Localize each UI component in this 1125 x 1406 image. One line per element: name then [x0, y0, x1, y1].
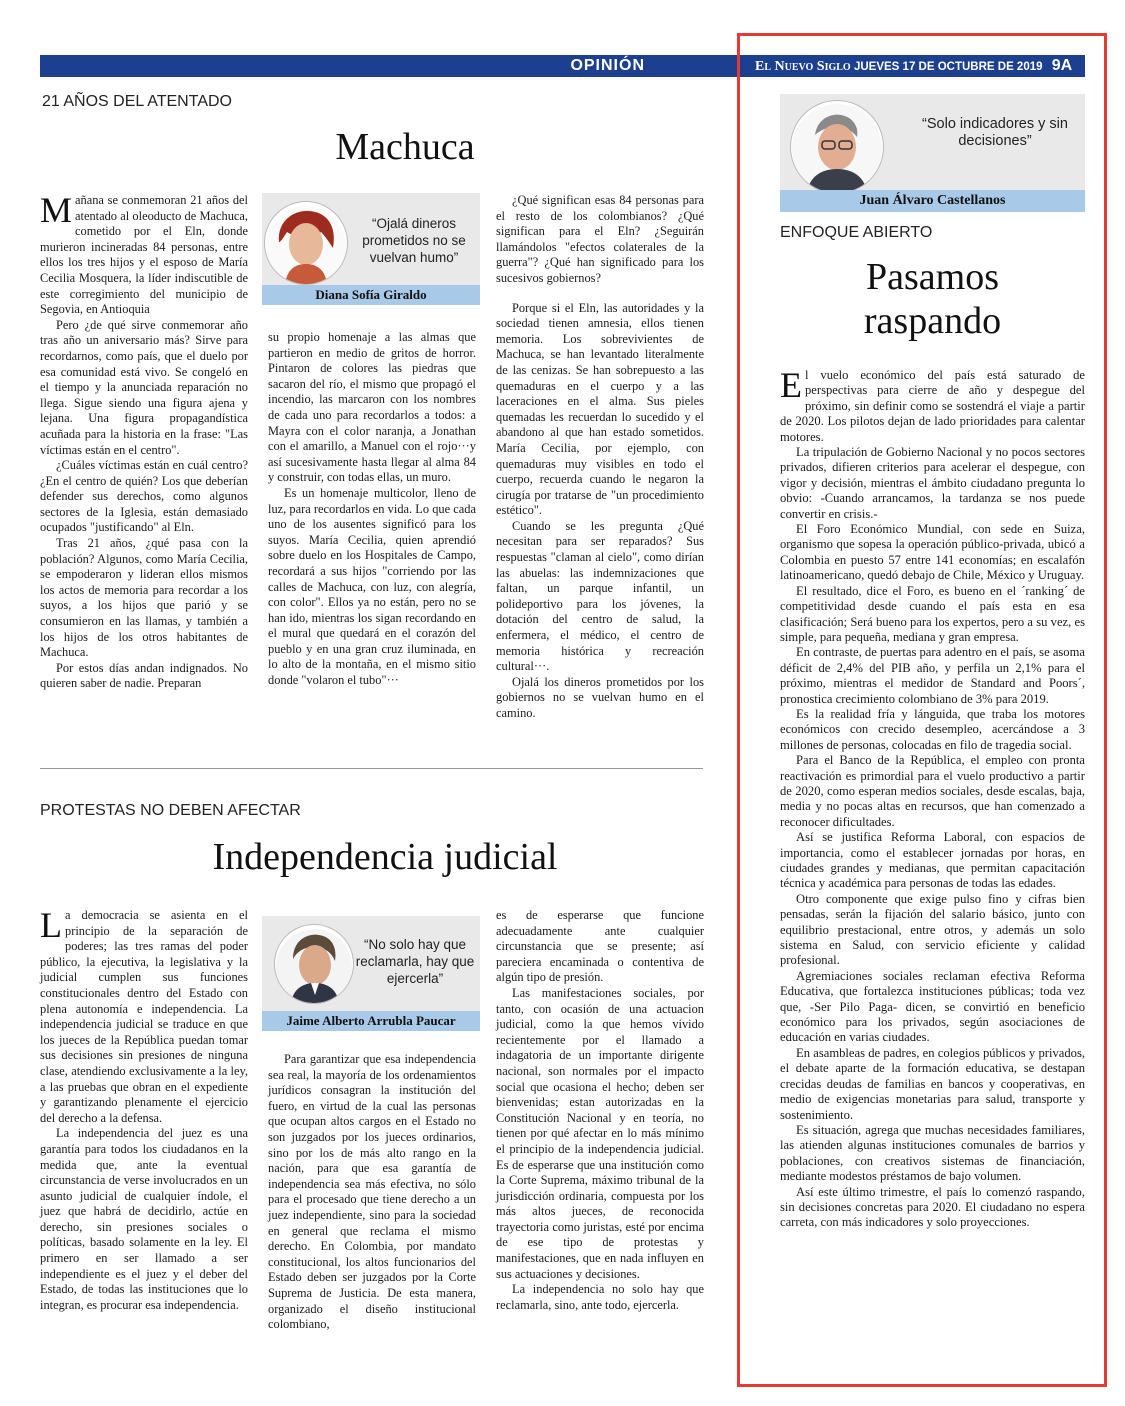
- article1-paragraph: su propio homenaje a las almas que partieron en medio de gritos de horror. Pintaron de colores las piedras que sacaron del río, el mismo que propagó el incendio, las marcaron con los nombres de cada uno para recordarlos a todos: a Mayra con el color naranja, a Jonathan con el amarillo, a Manuel con el rojo···y así sucesivamente hasta llegar al alma 84 y construir, con todas ellas, un muro.: [268, 330, 476, 485]
- article2-paragraph: La independencia del juez es una garantía para todos los ciudadanos en la medida que, ante la eventual circunstancia de verse involucrados en un asunto judicial de cualquier índole, el juez que habrá de decidirlo, actúe en derecho, sin presiones sociales o políticas, basado solamente en la ley. El primero en ser llamado a ser independiente es el juez y el deber del Estado, de todas las instituciones que lo integran, es procurar esa independencia.: [40, 1126, 248, 1312]
- article3-paragraph: Así este último trimestre, el país lo comenzó raspando, sin decisiones concretas para 2020. El ciudadano no espera carreta, con más indicadores y solo proyecciones.: [780, 1184, 1085, 1230]
- article2-column-1: [40, 905, 248, 1313]
- article1-column-2: [268, 330, 476, 689]
- article1-author: Diana Sofía Giraldo: [262, 285, 480, 305]
- article3-author: Juan Álvaro Castellanos: [780, 190, 1085, 212]
- paragraph-text: l vuelo económico del país está saturado de perspectivas para cierre de año y despegue del próximo, sin definir como se sostendrá el viaje a partir de 2020. Los pilotos dejan de lado prioridades para calentar motores.: [780, 368, 1085, 444]
- article1-paragraph: Cuando se les pregunta ¿Qué necesitan para ser reparados? Sus respuestas "claman al cielo", como dirían las abuelas: las indemnizaciones que faltan, un parque infantil, un polideportivo para los jóvenes, la dotación del centro de salud, la enfermera, el médico, el centro de memoria histórica y recreación cultural···.: [496, 518, 704, 674]
- article2-quote-box: [262, 916, 480, 1031]
- drop-cap: M: [40, 190, 73, 230]
- article2-paragraph: [40, 905, 248, 1126]
- section-label: OPINIÓN: [570, 57, 645, 74]
- article2-author: Jaime Alberto Arrubla Paucar: [262, 1011, 480, 1031]
- article2-kicker: PROTESTAS NO DEBEN AFECTAR: [40, 802, 301, 819]
- article3-paragraph: En asambleas de padres, en colegios públicos y privados, el debate aparte de la formación educativa, se destapan crecidas deudas de familias en bancos y cooperativas, en medio de exigencias monetarias para salud, transporte y sostenimiento.: [780, 1045, 1085, 1122]
- article1-paragraph: Por estos días andan indignados. No quieren saber de nadie. Preparan: [40, 660, 248, 691]
- article3-kicker: ENFOQUE ABIERTO: [780, 224, 933, 241]
- article3-paragraph: Agremiaciones sociales reclaman efectiva Reforma Educativa, que fortalezca instituciones públicas; toda vez que, -Ser Pilo Paga- dicen, se convirtió en beneficio económico para los privados, según asociaciones de educación en varias ciudades.: [780, 968, 1085, 1045]
- article1-paragraph: Pero ¿de qué sirve conmemorar año tras año un aniversario más? Sirve para recordarnos, como país, que el duelo por esa comunidad está vivo. Se congeló en el tiempo y la anunciada reparación no llega. Sigue siendo una figura ajena y lejana. Una figura propagandística acuñada para la historia en la frase: "Las víctimas están en el centro".: [40, 317, 248, 457]
- article1-paragraph: Ojalá los dineros prometidos por los gobiernos no se vuelvan humo en el camino.: [496, 674, 704, 720]
- article2-paragraph: Las manifestaciones sociales, por tanto, con ocasión de una actuacion judicial, como la que hemos vivido recientemente por el llamado a indagatoria de un importante dirigente nacional, son normales por el impacto social que ocasiona el hecho; deben ser bienvenidas; estan autorizadas en la Constitución Nacional y en teoría, no tienen por qué afectar en lo más mínimo el principio de la independencia judicial. Es de esperarse que una institución como la Corte Suprema, máximo tribunal de la jurisdicción ordinaria, compuesta por los más altos jueces, de reconocida trayectoria como juristas, esté por encima de ese tipo de protestas y manifestaciones, que en nada influyen en sus actuaciones y decisiones.: [496, 985, 704, 1281]
- article3-paragraph: Es situación, agrega que muchas necesidades familiares, las atienden algunas instituciones comunales de barrios y poblaciones, con creativos sistemas de financiación, mediante modestos préstamos de bajo volumen.: [780, 1122, 1085, 1184]
- author-portrait-icon: [275, 925, 353, 1003]
- article3-pull-quote: “Solo indicadores y sin decisiones”: [922, 116, 1068, 149]
- article2-column-3: [496, 908, 704, 1313]
- paragraph-text: a democracia se asienta en el principio de la separación de poderes; las tres ramas del poder público, la ejecutiva, la legislativa y la judicial cumplen sus funciones constitucionales dentro del Estado con plena autonomía e independencia. La independencia judicial se traduce en que los jueces de la República puedan tomar sus decisiones sin presiones de ninguna clase, atendiendo exclusivamente a la ley, a las pruebas que obran en el expediente y garantizando plenamente el ejercicio del derecho a la defensa.: [40, 908, 248, 1125]
- article3-title-line: raspando: [863, 300, 1002, 342]
- article3-paragraph: El Foro Económico Mundial, con sede en Suiza, organismo que sopesa la operación público-privada, ubicó a Colombia en puesto 57 entre 141 economías; en escalafón latinoamericano, quedó debajo de Chile, México y Uruguay.: [780, 522, 1085, 583]
- article1-paragraph: ¿Qué significan esas 84 personas para el resto de los colombianos? ¿Qué significan para el Eln? ¿Seguirán llamándolos "efectos colaterales de la guerra"? ¿Qué han significado para los sucesivos gobiernos?: [496, 193, 704, 285]
- article2-column-2: [268, 1052, 476, 1333]
- article3-paragraph: La tripulación de Gobierno Nacional y no pocos sectores privados, difieren criterios para acelerar el despegue, con vigor y decisión, mientras el ámbito ciudadano pregunta lo obvio: -Cuando arrancamos, la tardanza se nos puede convertir en crisis.-: [780, 445, 1085, 521]
- article1-paragraph: Es un homenaje multicolor, lleno de luz, para recordarlos en vida. Lo que cada uno de los ausentes significó para los suyos. María Cecilia, quien aprendió sobre duelo en los Hospitales de Campo, recordará a sus hijos "corriendo por las calles de Machuca, con luz, con alegría, con color". Ellos ya no están, pero no se han ido, mientras los sigan recordando en el mural que quedará en el corazón del pueblo y en una gran cruz iluminada, en lo alto de la montaña, en el mismo sitio donde "volaron el tubo"···: [268, 485, 476, 688]
- article1-pull-quote: “Ojalá dineros prometidos no se vuelvan humo”: [362, 216, 466, 265]
- highlight-box: [737, 33, 1107, 1387]
- author-photo: [264, 201, 348, 285]
- article3-paragraph: Es la realidad fría y lánguida, que traba los motores económicos con crecido desempleo, acercándose a 3 millones de personas, colocadas en filo de tragedia social.: [780, 706, 1085, 752]
- author-photo: [274, 924, 354, 1004]
- article1-column-3: [496, 193, 704, 722]
- article3-paragraph: El resultado, dice el Foro, es bueno en el ´ranking´ de competitividad desde cuando el país esta en esa clasificación; Será bueno para los expertos, pero a su vez, es simple, para pequeña, mediana y gran empresa.: [780, 583, 1085, 644]
- article3-paragraph: Para el Banco de la República, el empleo con pronta reactivación es primordial para el vuelo productivo a partir de 2020, como esperan medios sociales, desde escalas, baja, media y no pocas altas en recursos, que han comenzado a reconocer dificultades.: [780, 753, 1085, 829]
- article2-paragraph: La independencia no solo hay que reclamarla, sino, ante todo, ejercerla.: [496, 1282, 704, 1312]
- article2-pull-quote: “No solo hay que reclamarla, hay que ejercerla”: [355, 937, 475, 986]
- article1-paragraph: Porque si el Eln, las autoridades y la sociedad tienen amnesia, ellos tienen memoria. Los sobrevivientes de Machuca, se han levantado literalmente de las cenizas. Se han sobrepuesto a las quemaduras en el cuerpo y a las laceraciones en el alma. Sus pieles quemadas les recuerdan lo sucedido y el abandono al que han estado sometidos. María Cecilia, por ejemplo, con quemaduras muy visibles en todo el cuerpo, recuerda cuando le negaron la cirugía por tratarse de "un procedimiento estético".: [496, 300, 704, 518]
- article3-paragraph: Así se justifica Reforma Laboral, con espacios de importancia, como el establecer jornadas por horas, en ciudades grandes y medianas, que permitan capacitación técnica y académica para personas de todas las edades.: [780, 830, 1085, 891]
- article1-paragraph: [40, 190, 248, 318]
- issue-date: JUEVES 17 DE OCTUBRE DE 2019: [853, 61, 1043, 73]
- author-portrait-icon: [265, 202, 347, 284]
- newspaper-name: El Nuevo Siglo: [755, 59, 851, 74]
- article3-paragraph: Otro componente que exige pulso fino y cifras bien pensadas, serán la fijación del salario básico, junto con equilibrio prestacional, entre otros, y además un solo sistema en Salud, con servicio eficiente y calidad profesional.: [780, 891, 1085, 968]
- article3-title-line: Pasamos: [866, 256, 999, 298]
- article3-paragraph: En contraste, de puertas para adentro en el país, se asoma déficit de 2,4% del PIB año, y perfila un 2,1% para el próximo, mientras el medidor de Standard and Poors´, pronostica crecimiento colombiano de 3% para 2019.: [780, 645, 1085, 706]
- paragraph-text: añana se conmemoran 21 años del atentado al oleoducto de Machuca, cometido por el Eln, donde murieron incineradas 84 personas, entre ellos los tres hijos y el esposo de María Cecilia Mosquera, la líder indiscutible de este corregimiento del municipio de Segovia, en Antioquia: [40, 193, 248, 317]
- drop-cap: E: [780, 365, 802, 405]
- article1-quote-box: [262, 193, 480, 305]
- section-divider: [40, 768, 703, 769]
- article1-title: Machuca: [335, 126, 475, 168]
- article1-paragraph: ¿Cuáles víctimas están en cuál centro? ¿En el centro de quién? Los que deberían defender sus derechos, como algunos sectores de la Iglesia, están demasiado ocupados "justificando" al Eln.: [40, 458, 248, 535]
- article1-kicker: 21 AÑOS DEL ATENTADO: [42, 93, 232, 110]
- article2-paragraph: es de esperarse que funcione adecuadamente ante cualquier circunstancia que se presente; así pareciera encaminada o contentiva de algún tipo de presión.: [496, 908, 704, 985]
- drop-cap: L: [40, 905, 62, 945]
- article2-title: Independencia judicial: [212, 836, 558, 878]
- article1-paragraph: Tras 21 años, ¿qué pasa con la población? Algunos, como María Cecilia, se empoderaron y lideran ellos mismos los actos de memoria para recordar a los suyos, a los hijos que parió y se consumieron en las llamas, y también a los hijos de los otros habitantes de Machuca.: [40, 536, 248, 660]
- article2-paragraph: Para garantizar que esa independencia sea real, la mayoría de los ordenamientos jurídicos consagran la institución del fuero, en virtud de la cual las personas que ocupan altos cargos en el Estado no son juzgados por los jueces ordinarios, sino por los de más alto rango en la nación, para que esa garantía de independencia sea más efectiva, no sólo para el procesado que tiene derecho a un juez independiente, sino para la sociedad en general que reclama el mismo derecho. En Colombia, por mandato constitucional, los altos funcionarios del Estado deben ser juzgados por la Corte Suprema de Justicia. De esta manera, organizado el diseño institucional colombiano,: [268, 1052, 476, 1332]
- article1-column-1: [40, 190, 248, 692]
- page-number: 9A: [1051, 57, 1073, 74]
